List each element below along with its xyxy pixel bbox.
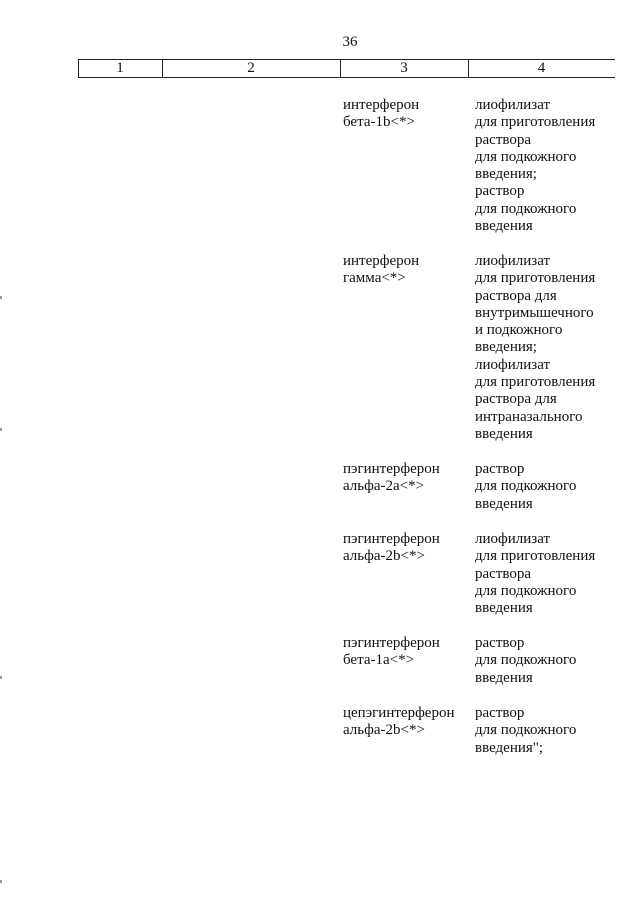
header-col-4: 4 [537,60,546,76]
dosage-form: раствор для подкожного введения [475,635,577,686]
dosage-form: лиофилизат для приготовления раствора для подкожного введения; раствор для подкожного введения [475,97,596,235]
drug-name: интерферон гамма<*> [343,253,420,287]
drug-name: цепэгинтерферон альфа-2b<*> [343,705,455,739]
header-col-3: 3 [400,60,408,76]
dosage-form: раствор для подкожного введения [475,461,577,512]
scan-edge-mark [0,676,2,679]
dosage-form: лиофилизат для приготовления раствора для подкожного введения [475,531,596,617]
drug-name: пэгинтерферон альфа-2a<*> [343,461,440,495]
scan-edge-mark [0,880,2,883]
header-col-2: 2 [247,60,255,76]
scan-edge-mark [0,296,2,299]
drug-name: пэгинтерферон бета-1a<*> [343,635,440,669]
drug-name: интерферон бета-1b<*> [343,97,420,131]
table-header [78,59,615,78]
dosage-form: лиофилизат для приготовления раствора для внутримышечного и подкожного введения; лиофилизат для приготовления раствора для интраназального введения [475,253,596,442]
scan-edge-mark [0,428,2,431]
drug-name: пэгинтерферон альфа-2b<*> [343,531,440,565]
header-col-1: 1 [116,60,124,76]
dosage-form: раствор для подкожного введения"; [475,705,577,756]
page-number: 36 [342,34,358,50]
